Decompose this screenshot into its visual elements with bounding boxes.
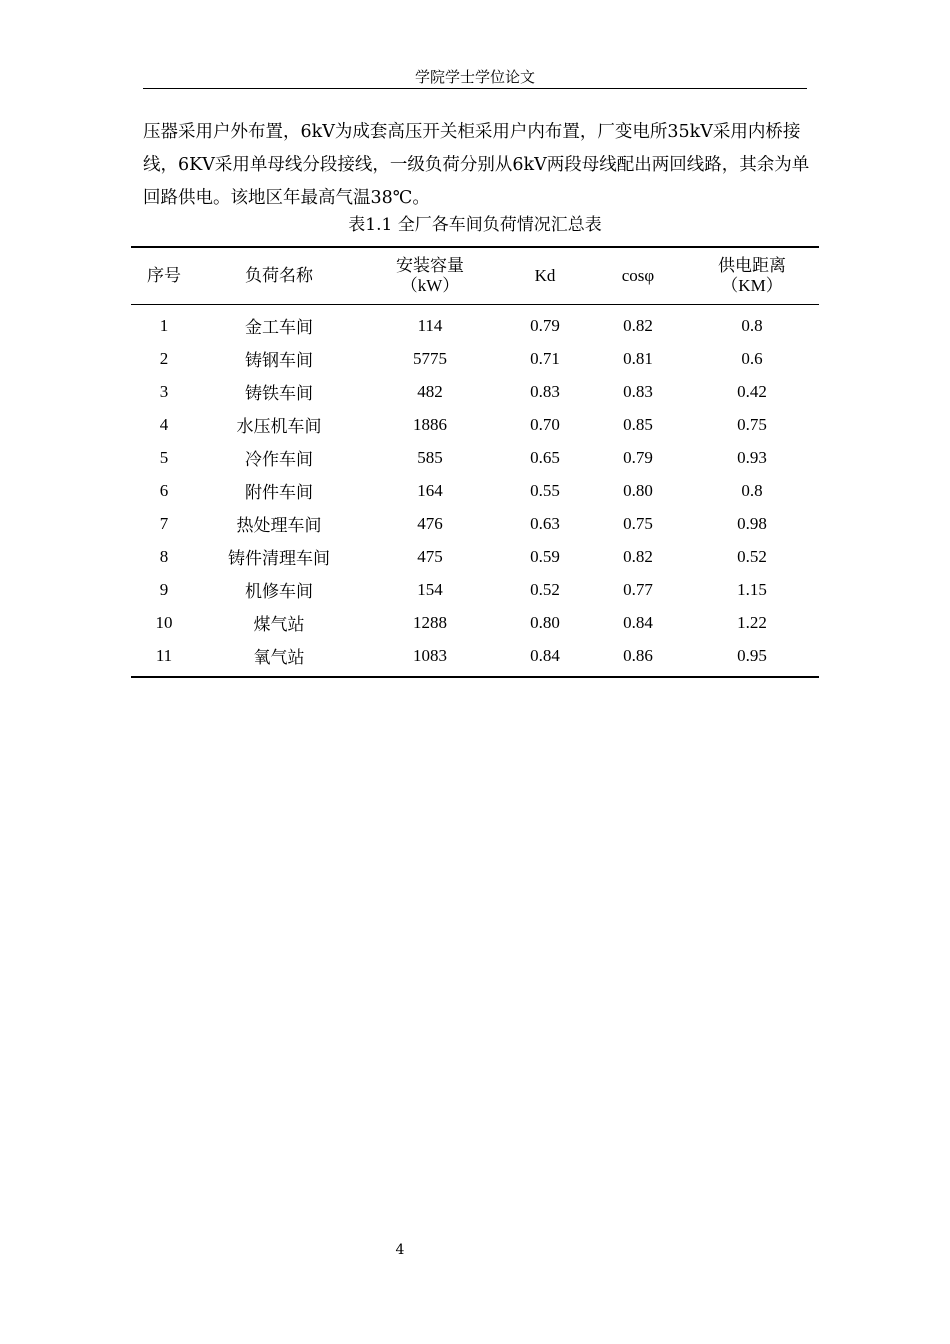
cell-distance: 0.42: [737, 381, 767, 401]
header-distance: [685, 247, 819, 305]
cell-distance: 0.75: [737, 414, 767, 434]
header-capacity-line2: （kW）: [400, 276, 460, 295]
cell-cos: 0.81: [623, 348, 653, 368]
cell-cos: 0.75: [623, 513, 653, 533]
cell-distance: 1.15: [737, 579, 767, 599]
table-header-row: [131, 247, 819, 305]
cell-capacity: 164: [417, 480, 443, 500]
cell-kd: 0.84: [530, 645, 560, 665]
table-row: [131, 507, 819, 540]
cell-name: 冷作车间: [245, 450, 313, 469]
table-row: [131, 573, 819, 606]
cell-kd: 0.65: [530, 447, 560, 467]
table-row: [131, 441, 819, 474]
table-row: [131, 342, 819, 375]
table-row: [131, 408, 819, 441]
cell-kd: 0.63: [530, 513, 560, 533]
cell-capacity: 1886: [413, 414, 447, 434]
cell-cos: 0.84: [623, 612, 653, 632]
cell-name: 铸钢车间: [245, 351, 313, 370]
table-caption: 表1.1 全厂各车间负荷情况汇总表: [348, 215, 602, 235]
cell-capacity: 114: [417, 315, 443, 335]
cell-distance: 0.95: [737, 645, 767, 665]
cell-kd: 0.83: [530, 381, 560, 401]
cell-name: 铸铁车间: [245, 384, 313, 403]
cell-name: 氧气站: [253, 648, 305, 667]
page-number: 4: [395, 1242, 405, 1258]
cell-index: 5: [159, 447, 169, 467]
cell-index: 10: [155, 612, 173, 632]
cell-index: 1: [159, 315, 169, 335]
header-index: 序号: [147, 266, 181, 285]
cell-cos: 0.85: [623, 414, 653, 434]
cell-index: 2: [159, 348, 169, 368]
cell-capacity: 5775: [413, 348, 447, 368]
page-header: 学院学士学位论文: [414, 68, 535, 86]
header-kd: Kd: [534, 266, 556, 285]
cell-cos: 0.80: [623, 480, 653, 500]
cell-index: 6: [159, 480, 169, 500]
cell-capacity: 476: [417, 513, 443, 533]
table-row: [131, 639, 819, 677]
header-rule: [143, 88, 807, 89]
cell-distance: 0.8: [741, 315, 763, 335]
header-distance-line2: （KM）: [721, 276, 783, 295]
cell-kd: 0.55: [530, 480, 560, 500]
cell-kd: 0.59: [530, 546, 560, 566]
cell-cos: 0.77: [623, 579, 653, 599]
table-row: [131, 305, 819, 343]
cell-index: 3: [159, 381, 169, 401]
cell-index: 11: [155, 645, 173, 665]
cell-name: 铸件清理车间: [228, 549, 330, 568]
header-capacity: [361, 247, 499, 305]
table-row: [131, 375, 819, 408]
cell-name: 热处理车间: [236, 516, 322, 535]
cell-name: 金工车间: [245, 318, 313, 337]
table-row: [131, 606, 819, 639]
cell-index: 8: [159, 546, 169, 566]
cell-cos: 0.79: [623, 447, 653, 467]
cell-name: 附件车间: [245, 483, 313, 502]
cell-distance: 0.52: [737, 546, 767, 566]
cell-distance: 0.6: [741, 348, 763, 368]
cell-capacity: 482: [417, 381, 443, 401]
cell-index: 9: [159, 579, 169, 599]
cell-kd: 0.70: [530, 414, 560, 434]
cell-distance: 0.98: [737, 513, 767, 533]
load-summary-table: [131, 246, 819, 678]
cell-name: 机修车间: [245, 582, 313, 601]
cell-kd: 0.52: [530, 579, 560, 599]
cell-name: 煤气站: [253, 615, 305, 634]
header-distance-line1: 供电距离: [718, 256, 786, 275]
cell-capacity: 1083: [413, 645, 447, 665]
header-cos-phi: cosφ: [621, 266, 655, 285]
cell-cos: 0.82: [623, 315, 653, 335]
table-row: [131, 474, 819, 507]
cell-name: 水压机车间: [236, 417, 322, 436]
cell-kd: 0.71: [530, 348, 560, 368]
cell-distance: 0.93: [737, 447, 767, 467]
cell-kd: 0.80: [530, 612, 560, 632]
cell-distance: 0.8: [741, 480, 763, 500]
cell-cos: 0.86: [623, 645, 653, 665]
cell-capacity: 154: [417, 579, 443, 599]
header-load-name: 负荷名称: [245, 266, 313, 285]
body-paragraph: 压器采用户外布置，6kV为成套高压开关柜采用户内布置，厂变电所35kV采用内桥接线，6KV采用单母线分段接线，一级负荷分别从6kV两段母线配出两回线路，其余为单回路供电。该地区年最高气温38℃。: [143, 122, 810, 208]
cell-cos: 0.82: [623, 546, 653, 566]
cell-kd: 0.79: [530, 315, 560, 335]
cell-index: 7: [159, 513, 169, 533]
cell-distance: 1.22: [737, 612, 767, 632]
table-row: [131, 540, 819, 573]
header-capacity-line1: 安装容量: [396, 256, 464, 275]
cell-index: 4: [159, 414, 169, 434]
cell-capacity: 585: [417, 447, 443, 467]
cell-cos: 0.83: [623, 381, 653, 401]
cell-capacity: 475: [417, 546, 443, 566]
cell-capacity: 1288: [413, 612, 447, 632]
